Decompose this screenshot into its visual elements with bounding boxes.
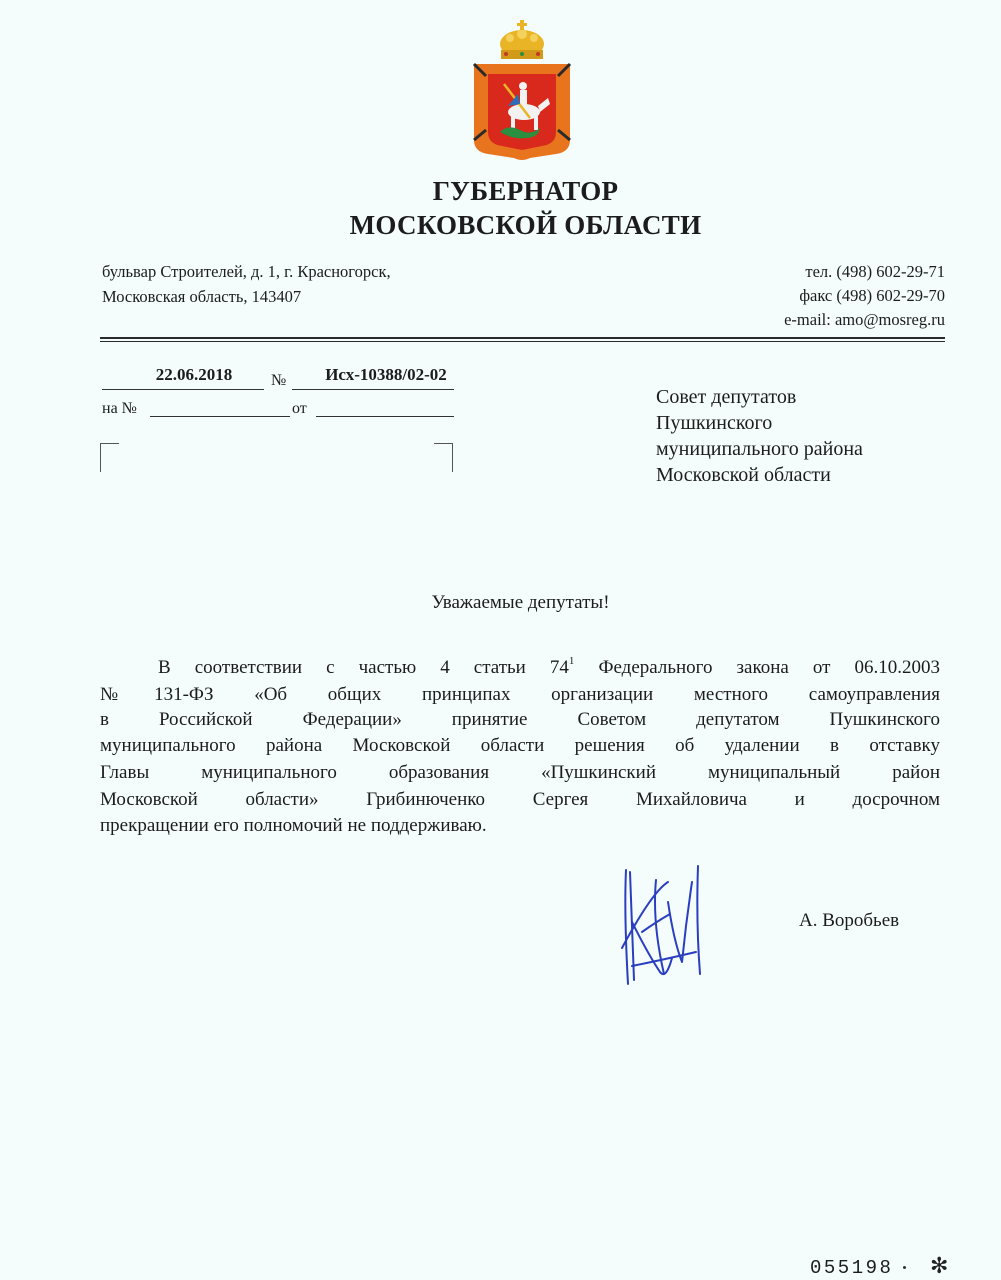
salutation: Уважаемые депутаты! xyxy=(431,592,610,613)
number-underline xyxy=(292,389,454,390)
handwritten-signature-icon xyxy=(612,862,712,988)
body-line-1b: Федерального закона от 06.10.2003 xyxy=(574,657,940,678)
signer-name: А. Воробьев xyxy=(799,910,900,931)
recipient-line2: Пушкинского xyxy=(656,412,773,434)
body-line-1-superscript: 1 xyxy=(568,655,575,667)
body-line-1 xyxy=(100,655,940,681)
ref-from-underline xyxy=(316,416,454,417)
body-line-6: Московской области» Грибинюченко Сергея Михайловича и досрочном xyxy=(100,789,940,810)
date-underline xyxy=(102,389,264,390)
address-corner-left xyxy=(100,443,119,472)
contact-email: e-mail: amo@mosreg.ru xyxy=(784,310,945,329)
outgoing-date: 22.06.2018 xyxy=(155,365,233,384)
outgoing-number: Исх-10388/02-02 xyxy=(325,365,447,384)
body-line-3: в Российской Федерации» принятие Советом депутатом Пушкинского xyxy=(100,709,940,730)
body-line-1a: В соответствии с частью 4 статьи 74 xyxy=(158,657,569,678)
recipient-line4: Московской области xyxy=(656,464,831,486)
body-line-5: Главы муниципального образования «Пушкинский муниципальный район xyxy=(100,762,940,783)
recipient-line3: муниципального района xyxy=(656,438,863,460)
footer-mark-icon: ✻ xyxy=(930,1254,949,1279)
number-label: № xyxy=(271,372,287,389)
contact-fax: факс (498) 602-29-70 xyxy=(799,286,945,305)
header-divider-thin xyxy=(100,341,945,342)
address-line2: Московская область, 143407 xyxy=(102,287,302,306)
header-divider xyxy=(100,337,945,339)
ref-from-label: от xyxy=(292,400,307,417)
body-line-7: прекращении его полномочий не поддерживаю. xyxy=(100,815,487,836)
serial-dot xyxy=(903,1266,906,1269)
contact-phone: тел. (498) 602-29-71 xyxy=(805,262,945,281)
body-line-2: №131-ФЗ «Об общих принципах организации местного самоуправления xyxy=(100,684,940,705)
document-title-line1: ГУБЕРНАТОР xyxy=(432,176,619,206)
coat-of-arms-icon xyxy=(468,20,576,162)
body-line-4: муниципального района Московской области решения об удалении в отставку xyxy=(100,735,940,756)
recipient-line1: Совет депутатов xyxy=(656,386,797,408)
form-serial-number: 055198 xyxy=(810,1257,894,1279)
address-corner-right xyxy=(434,443,453,472)
ref-number-label: на № xyxy=(102,400,137,417)
address-line1: бульвар Строителей, д. 1, г. Красногорск, xyxy=(102,262,391,281)
document-title-line2: МОСКОВСКОЙ ОБЛАСТИ xyxy=(349,210,702,240)
ref-number-underline xyxy=(150,416,290,417)
